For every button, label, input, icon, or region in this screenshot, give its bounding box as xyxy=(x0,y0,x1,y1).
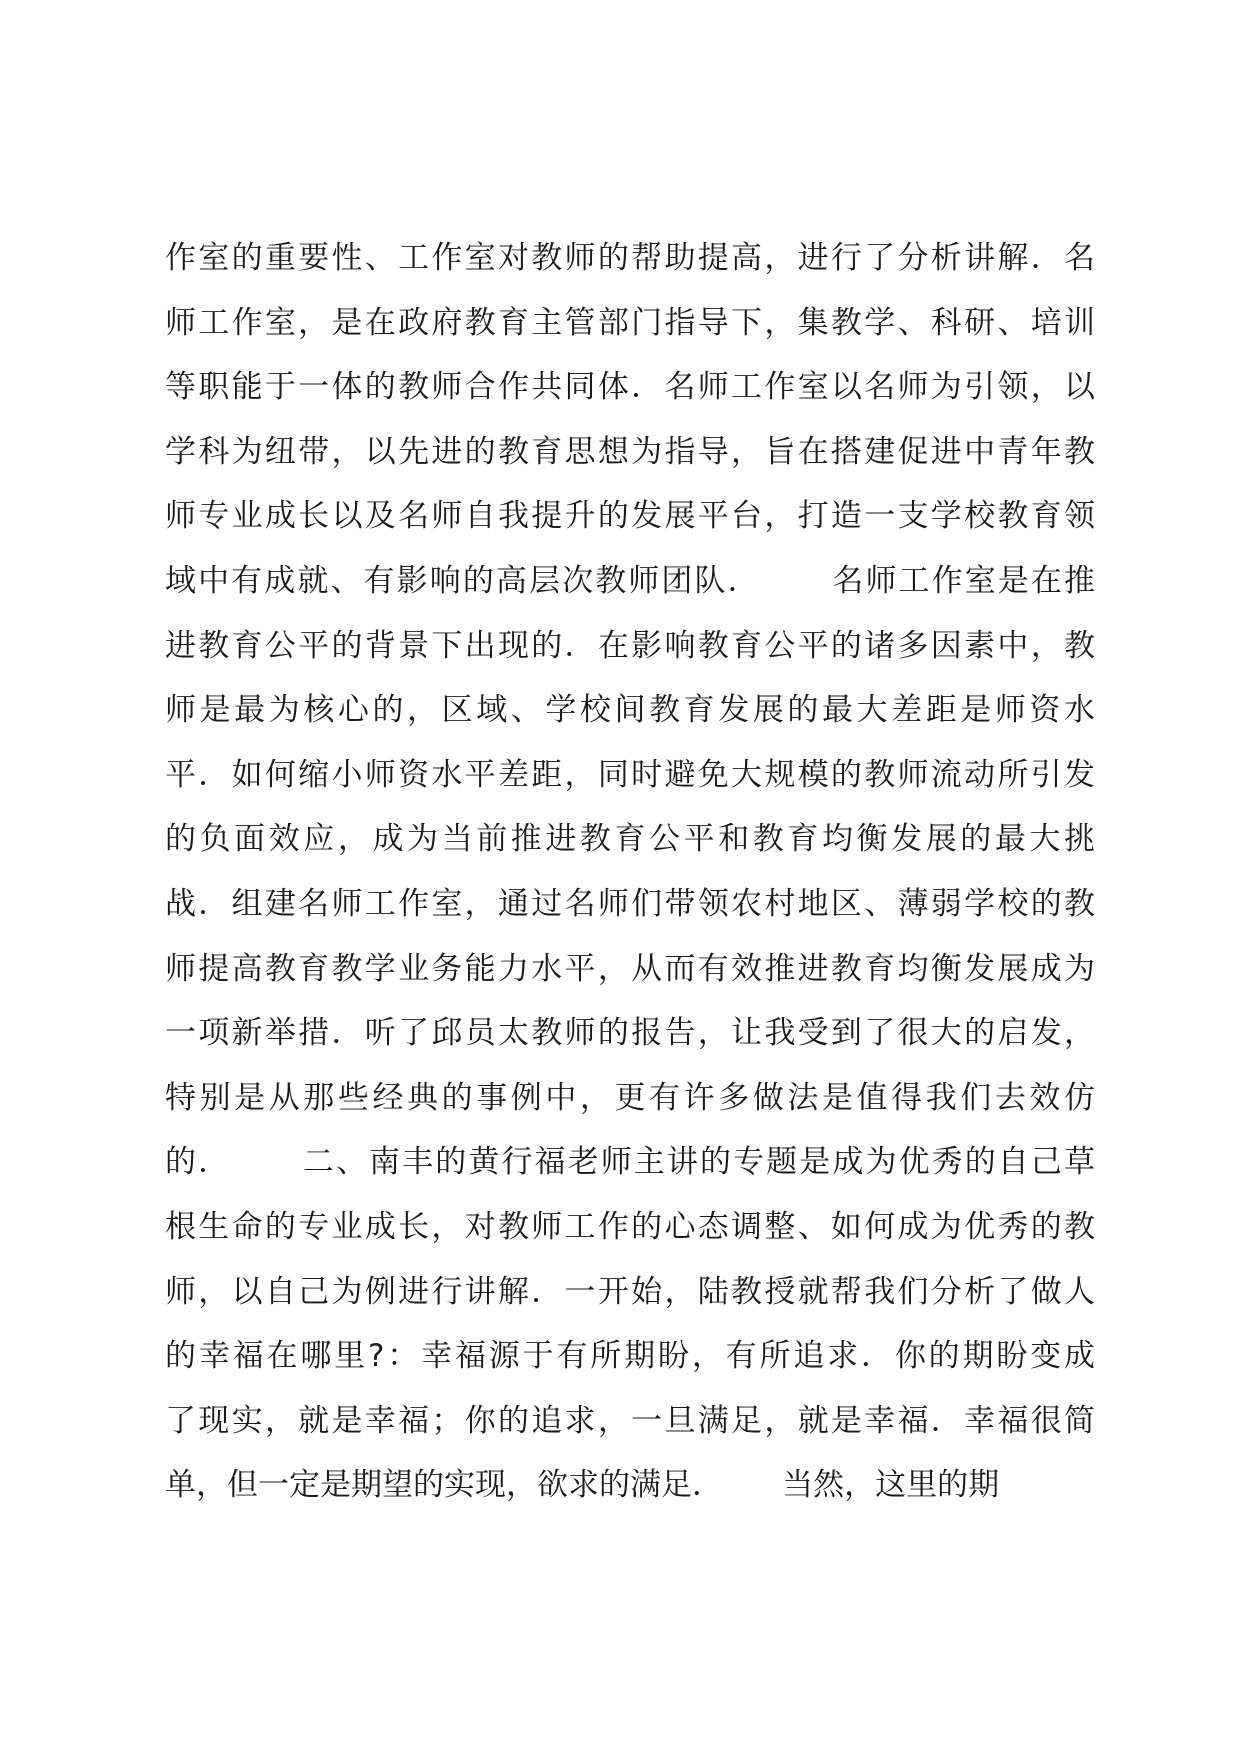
text-line: 的幸福在哪里?：幸福源于有所期盼，有所追求．你的期盼变成 xyxy=(165,1338,1095,1375)
text-line: 师是最为核心的，区域、学校间教育发展的最大差距是师资水 xyxy=(165,692,1095,729)
text-line: 师工作室，是在政府教育主管部门指导下，集教学、科研、培训 xyxy=(165,304,1095,341)
text-line: 域中有成就、有影响的高层次教师团队． 名师工作室是在推 xyxy=(165,562,1095,599)
text-line: 的负面效应，成为当前推进教育公平和教育均衡发展的最大挑 xyxy=(165,821,1095,858)
text-line: 单，但一定是期望的实现，欲求的满足． 当然，这里的期 xyxy=(165,1467,1000,1504)
text-line: 师提高教育教学业务能力水平，从而有效推进教育均衡发展成为 xyxy=(165,950,1095,987)
text-line: 平．如何缩小师资水平差距，同时避免大规模的教师流动所引发 xyxy=(165,756,1095,793)
text-line: 的． 二、南丰的黄行福老师主讲的专题是成为优秀的自己草 xyxy=(165,1144,1095,1181)
text-line: 等职能于一体的教师合作共同体．名师工作室以名师为引领，以 xyxy=(165,369,1095,406)
text-line: 学科为纽带，以先进的教育思想为指导，旨在搭建促进中青年教 xyxy=(165,433,1095,470)
text-line: 特别是从那些经典的事例中，更有许多做法是值得我们去效仿 xyxy=(165,1079,1095,1116)
text-line: 根生命的专业成长，对教师工作的心态调整、如何成为优秀的教 xyxy=(165,1208,1095,1245)
text-line: 战．组建名师工作室，通过名师们带领农村地区、薄弱学校的教 xyxy=(165,885,1095,922)
text-line: 作室的重要性、工作室对教师的帮助提高，进行了分析讲解．名 xyxy=(165,240,1095,276)
text-line: 师，以自己为例进行讲解．一开始，陆教授就帮我们分析了做人 xyxy=(165,1273,1095,1310)
text-line: 一项新举措．听了邱员太教师的报告，让我受到了很大的启发， xyxy=(165,1015,1095,1052)
body-text xyxy=(165,226,1095,1518)
text-line: 了现实，就是幸福；你的追求，一旦满足，就是幸福．幸福很简 xyxy=(165,1402,1095,1439)
text-line: 师专业成长以及名师自我提升的发展平台，打造一支学校教育领 xyxy=(165,498,1095,535)
text-line: 进教育公平的背景下出现的．在影响教育公平的诸多因素中，教 xyxy=(165,627,1095,664)
